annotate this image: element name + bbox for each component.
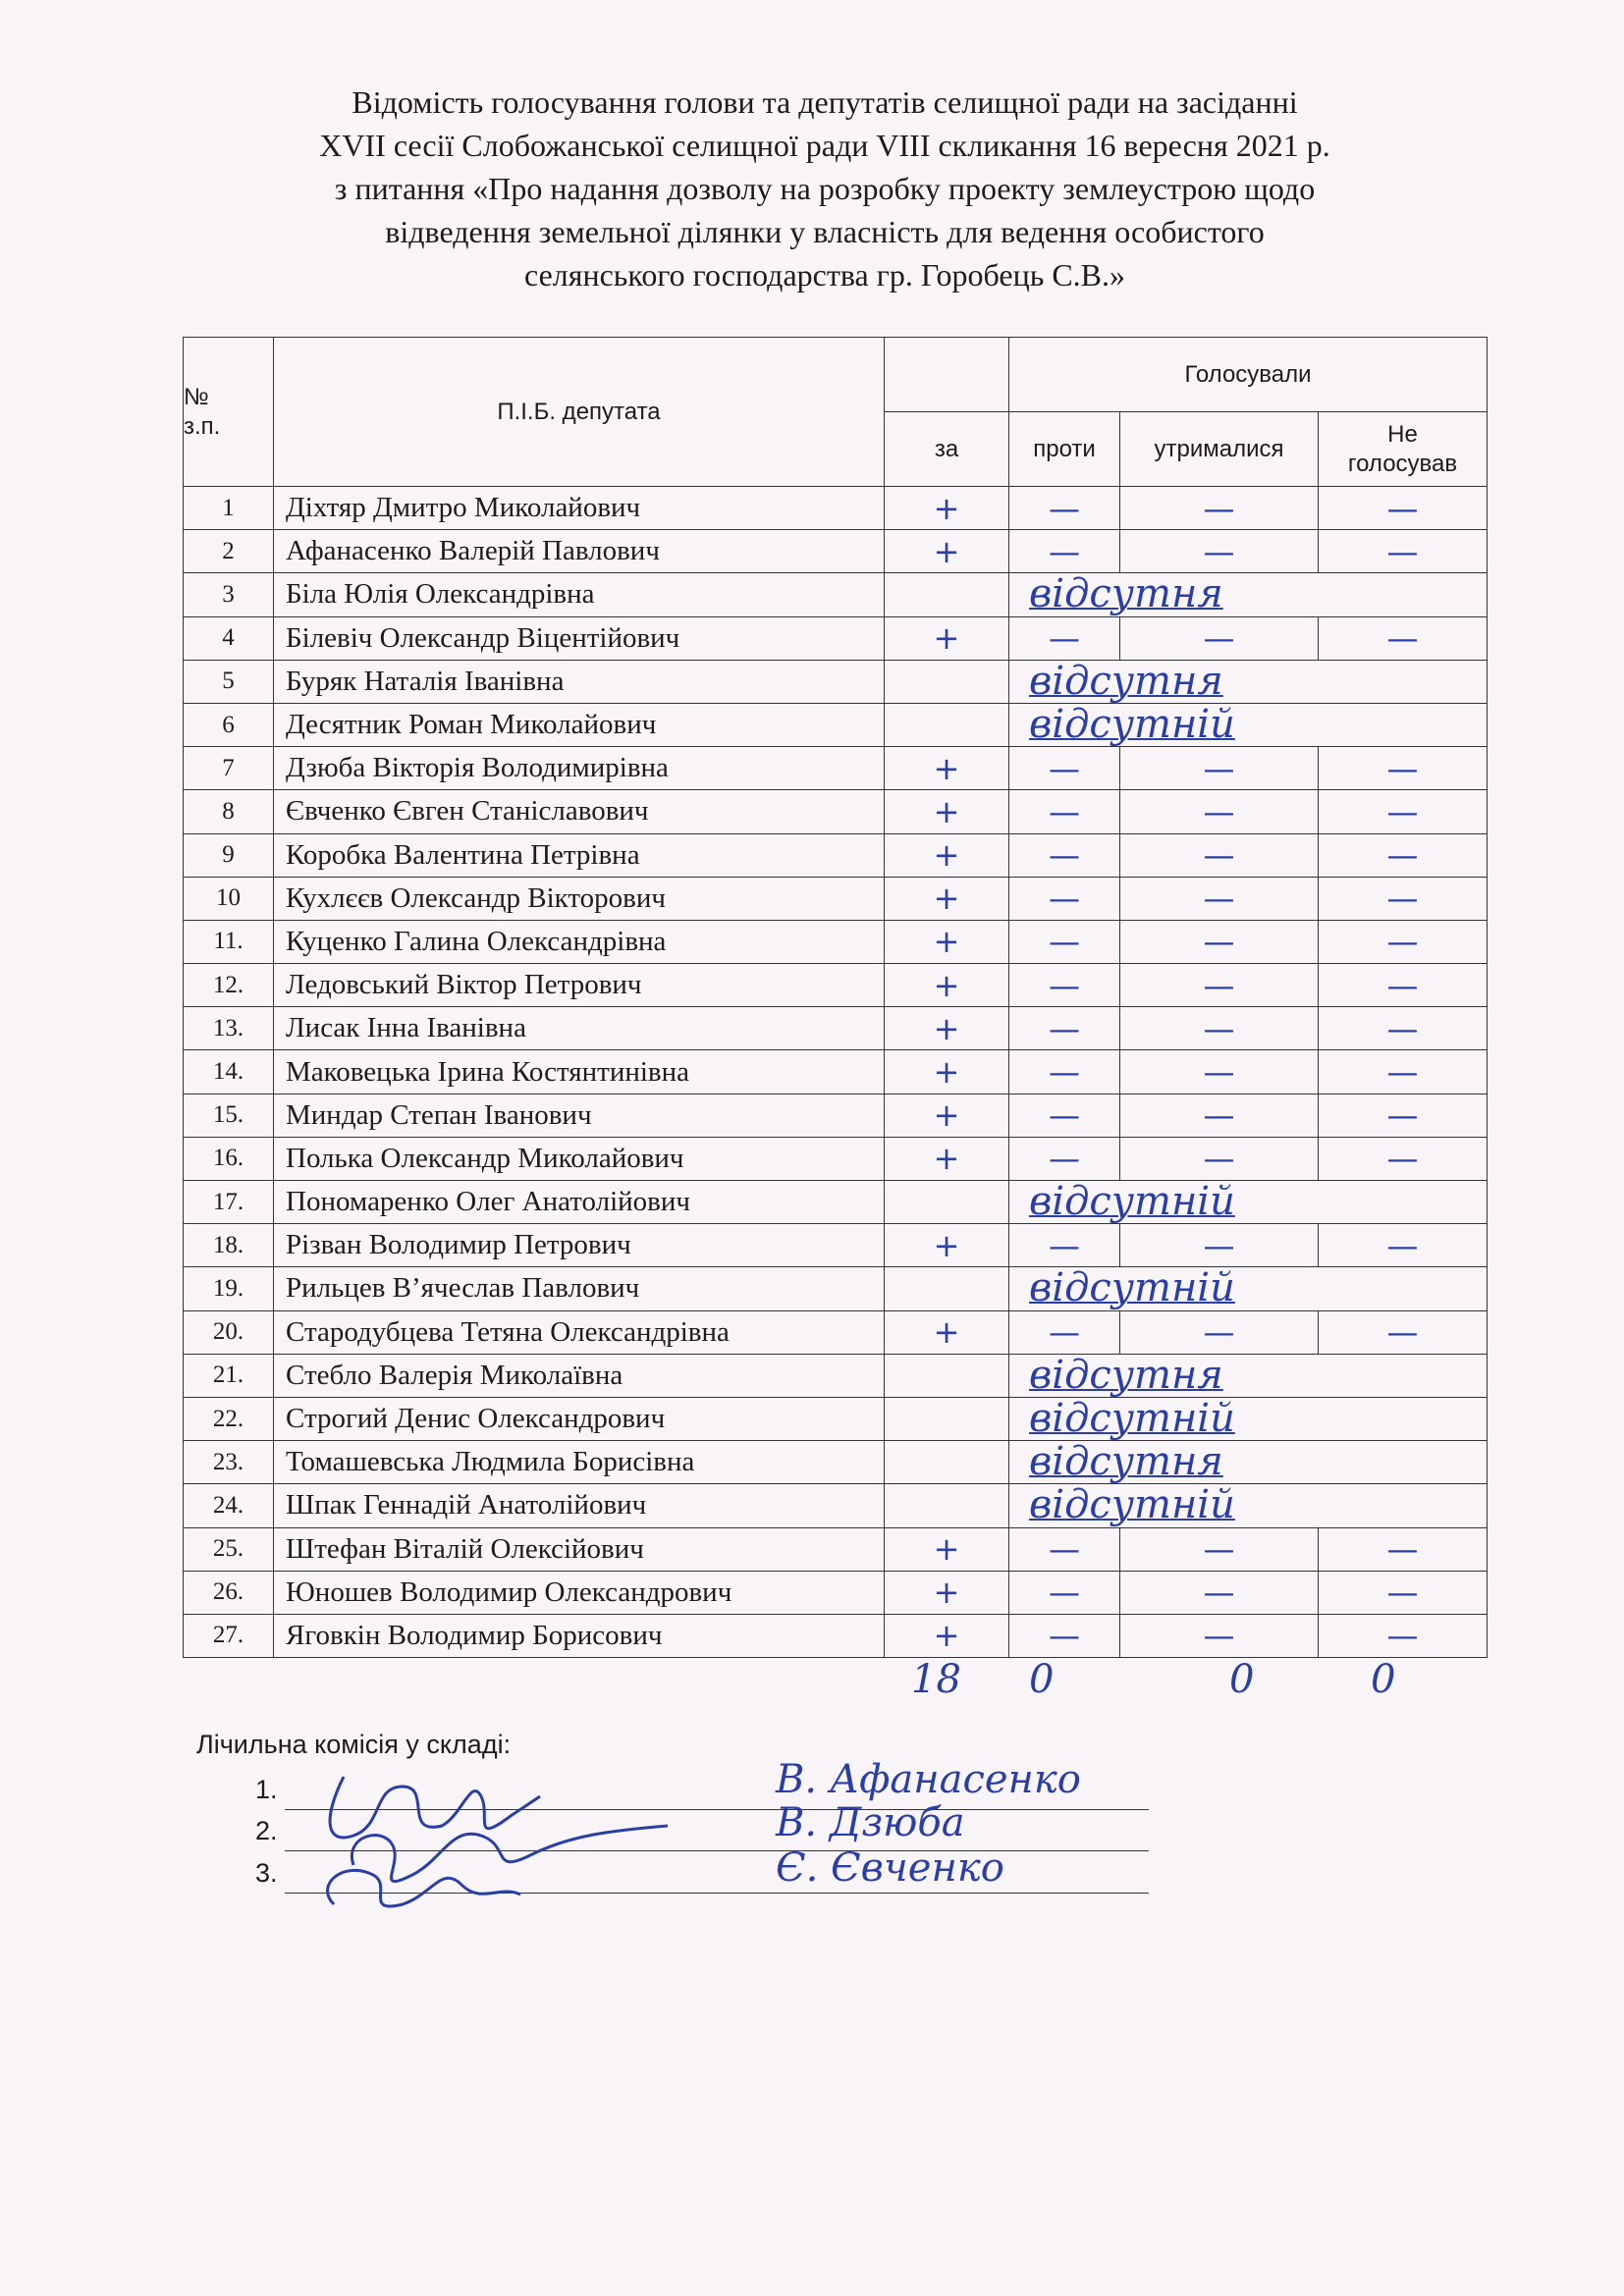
absent-mark: відсутня (1029, 1439, 1223, 1485)
header-name: П.І.Б. депутата (274, 338, 885, 487)
commission-label: Лічильна комісія у складі: (196, 1730, 512, 1759)
vote-abstained-mark: — (1120, 1571, 1319, 1614)
total-against: 0 (1029, 1657, 1055, 1702)
deputy-name: Шпак Геннадій Анатолійович (274, 1484, 885, 1527)
deputy-name: Лисак Інна Іванівна (274, 1007, 885, 1050)
table-row (184, 1137, 1488, 1180)
row-num: 15. (184, 1094, 274, 1137)
vote-not-voted-mark: — (1319, 1614, 1488, 1657)
table-row (184, 1441, 1488, 1484)
vote-for-mark: + (885, 877, 1009, 920)
absent-mark: відсутній (1029, 1179, 1235, 1224)
table-row (184, 573, 1488, 616)
deputy-name: Євченко Євген Станіславович (274, 790, 885, 833)
signature-3-icon (328, 1870, 520, 1906)
vote-for-cell (885, 1267, 1009, 1310)
vote-not-voted-mark: — (1319, 1310, 1488, 1354)
row-num: 18. (184, 1224, 274, 1267)
vote-for-mark: + (885, 1094, 1009, 1137)
row-num: 19. (184, 1267, 274, 1310)
row-num: 3 (184, 573, 274, 616)
vote-against-mark: — (1009, 1310, 1120, 1354)
vote-against-mark: — (1009, 877, 1120, 920)
vote-not-voted-mark: — (1319, 833, 1488, 877)
absent-cell (1009, 1441, 1488, 1484)
absent-mark: відсутня (1029, 1352, 1223, 1398)
row-num: 25. (184, 1527, 274, 1571)
absent-cell (1009, 660, 1488, 703)
absent-cell (1009, 1181, 1488, 1224)
row-num: 10 (184, 877, 274, 920)
vote-for-mark: + (885, 790, 1009, 833)
table-row (184, 487, 1488, 530)
absent-mark: відсутня (1029, 571, 1223, 617)
vote-against-mark: — (1009, 1007, 1120, 1050)
deputy-name: Ледовський Віктор Петрович (274, 964, 885, 1007)
vote-not-voted-mark: — (1319, 920, 1488, 963)
deputy-name: Куценко Галина Олександрівна (274, 920, 885, 963)
signature-scribbles (314, 1757, 727, 1924)
row-num: 12. (184, 964, 274, 1007)
vote-abstained-mark: — (1120, 616, 1319, 660)
vote-not-voted-mark: — (1319, 1527, 1488, 1571)
vote-against-mark: — (1009, 487, 1120, 530)
vote-for-mark: + (885, 1527, 1009, 1571)
deputy-name: Строгий Денис Олександрович (274, 1397, 885, 1440)
table-row (184, 1310, 1488, 1354)
vote-abstained-mark: — (1120, 790, 1319, 833)
vote-against-mark: — (1009, 1050, 1120, 1094)
table-row (184, 1571, 1488, 1614)
vote-against-mark: — (1009, 1571, 1120, 1614)
row-num: 11. (184, 920, 274, 963)
deputy-name: Яговкін Володимир Борисович (274, 1614, 885, 1657)
vote-not-voted-mark: — (1319, 747, 1488, 790)
absent-cell (1009, 1397, 1488, 1440)
deputy-name: Афанасенко Валерій Павлович (274, 530, 885, 573)
vote-not-voted-mark: — (1319, 1224, 1488, 1267)
vote-for-mark: + (885, 1571, 1009, 1614)
commission-member-1: В. Афанасенко (776, 1757, 1081, 1802)
title-line-1: Відомість голосування голови та депутатів селищної ради на засіданні (352, 84, 1298, 120)
row-num: 16. (184, 1137, 274, 1180)
vote-for-mark: + (885, 833, 1009, 877)
deputy-name: Томашевська Людмила Борисівна (274, 1441, 885, 1484)
header-abstained: утрималися (1120, 412, 1319, 487)
vote-for-mark: + (885, 1224, 1009, 1267)
commission-num-2: 2. (255, 1816, 278, 1845)
vote-abstained-mark: — (1120, 487, 1319, 530)
vote-not-voted-mark: — (1319, 1050, 1488, 1094)
vote-for-mark: + (885, 1050, 1009, 1094)
total-abstained: 0 (1229, 1657, 1255, 1702)
vote-abstained-mark: — (1120, 964, 1319, 1007)
signature-1-icon (330, 1777, 540, 1838)
vote-abstained-mark: — (1120, 1137, 1319, 1180)
table-row (184, 1397, 1488, 1440)
vote-for-cell (885, 1181, 1009, 1224)
vote-abstained-mark: — (1120, 1310, 1319, 1354)
deputy-name: Діхтяр Дмитро Миколайович (274, 487, 885, 530)
vote-abstained-mark: — (1120, 1094, 1319, 1137)
vote-not-voted-mark: — (1319, 530, 1488, 573)
table-row (184, 747, 1488, 790)
vote-abstained-mark: — (1120, 1007, 1319, 1050)
row-num: 27. (184, 1614, 274, 1657)
vote-against-mark: — (1009, 790, 1120, 833)
commission-num-3: 3. (255, 1858, 278, 1888)
row-num: 7 (184, 747, 274, 790)
deputy-name: Пономаренко Олег Анатолійович (274, 1181, 885, 1224)
deputy-name: Стебло Валерія Миколаївна (274, 1354, 885, 1397)
table-row (184, 1267, 1488, 1310)
table-row (184, 833, 1488, 877)
commission-member-2: В. Дзюба (776, 1800, 965, 1845)
table-row (184, 790, 1488, 833)
table-row (184, 1007, 1488, 1050)
vote-for-cell (885, 1354, 1009, 1397)
absent-mark: відсутній (1029, 1482, 1235, 1528)
table-row (184, 1527, 1488, 1571)
vote-for-mark: + (885, 1137, 1009, 1180)
row-num: 26. (184, 1571, 274, 1614)
deputy-name: Миндар Степан Іванович (274, 1094, 885, 1137)
vote-abstained-mark: — (1120, 1050, 1319, 1094)
table-row (184, 1181, 1488, 1224)
table-row (184, 964, 1488, 1007)
vote-for-cell (885, 660, 1009, 703)
table-row (184, 1484, 1488, 1527)
header-against: проти (1009, 412, 1120, 487)
deputy-name: Юношев Володимир Олександрович (274, 1571, 885, 1614)
absent-mark: відсутній (1029, 1395, 1235, 1441)
table-row (184, 703, 1488, 746)
row-num: 2 (184, 530, 274, 573)
vote-not-voted-mark: — (1319, 616, 1488, 660)
deputy-name: Стародубцева Тетяна Олександрівна (274, 1310, 885, 1354)
vote-for-mark: + (885, 920, 1009, 963)
vote-against-mark: — (1009, 964, 1120, 1007)
commission-num-1: 1. (255, 1775, 278, 1804)
vote-against-mark: — (1009, 1094, 1120, 1137)
title-line-5: селянського господарства гр. Горобець С.В.» (523, 257, 1126, 293)
row-num: 21. (184, 1354, 274, 1397)
row-num: 23. (184, 1441, 274, 1484)
vote-for-cell (885, 703, 1009, 746)
table-row (184, 1354, 1488, 1397)
header-num (184, 338, 274, 487)
vote-abstained-mark: — (1120, 877, 1319, 920)
header-not-voted (1319, 412, 1488, 487)
row-num: 4 (184, 616, 274, 660)
vote-against-mark: — (1009, 1137, 1120, 1180)
header-num-label: № з.п. (184, 383, 221, 440)
vote-against-mark: — (1009, 1614, 1120, 1657)
deputy-name: Дзюба Вікторія Володимирівна (274, 747, 885, 790)
vote-abstained-mark: — (1120, 1224, 1319, 1267)
vote-for-mark: + (885, 616, 1009, 660)
deputy-name: Різван Володимир Петрович (274, 1224, 885, 1267)
absent-mark: відсутній (1029, 701, 1235, 747)
vote-abstained-mark: — (1120, 1614, 1319, 1657)
row-num: 5 (184, 660, 274, 703)
row-num: 1 (184, 487, 274, 530)
vote-not-voted-mark: — (1319, 877, 1488, 920)
document-title (196, 80, 1453, 296)
deputy-name: Біла Юлія Олександрівна (274, 573, 885, 616)
header-for: за (885, 412, 1009, 487)
absent-cell (1009, 1484, 1488, 1527)
deputy-name: Кухлєєв Олександр Вікторович (274, 877, 885, 920)
vote-for-cell (885, 573, 1009, 616)
vote-abstained-mark: — (1120, 747, 1319, 790)
absent-cell (1009, 573, 1488, 616)
absent-mark: відсутня (1029, 658, 1223, 704)
absent-cell (1009, 1267, 1488, 1310)
header-voted: Голосували (1009, 338, 1488, 412)
vote-against-mark: — (1009, 747, 1120, 790)
deputy-name: Полька Олександр Миколайович (274, 1137, 885, 1180)
vote-for-cell (885, 1484, 1009, 1527)
table-row (184, 1224, 1488, 1267)
vote-abstained-mark: — (1120, 530, 1319, 573)
vote-for-mark: + (885, 1310, 1009, 1354)
vote-against-mark: — (1009, 920, 1120, 963)
total-not-voted: 0 (1371, 1657, 1396, 1702)
vote-not-voted-mark: — (1319, 1571, 1488, 1614)
absent-mark: відсутній (1029, 1265, 1235, 1311)
vote-for-mark: + (885, 530, 1009, 573)
table-row (184, 1050, 1488, 1094)
deputy-name: Коробка Валентина Петрівна (274, 833, 885, 877)
vote-not-voted-mark: — (1319, 1094, 1488, 1137)
row-num: 13. (184, 1007, 274, 1050)
vote-against-mark: — (1009, 1224, 1120, 1267)
vote-not-voted-mark: — (1319, 1137, 1488, 1180)
title-line-4: відведення земельної ділянки у власність для ведення особистого (385, 214, 1265, 249)
commission-member-3: Є. Євченко (776, 1845, 1004, 1891)
absent-cell (1009, 703, 1488, 746)
vote-for-mark: + (885, 487, 1009, 530)
table-row (184, 530, 1488, 573)
row-num: 9 (184, 833, 274, 877)
voting-table (183, 337, 1488, 1658)
table-row (184, 1094, 1488, 1137)
voting-table-body (184, 487, 1488, 1658)
table-row (184, 660, 1488, 703)
vote-not-voted-mark: — (1319, 964, 1488, 1007)
vote-for-mark: + (885, 1614, 1009, 1657)
title-line-2: XVII сесії Слобожанської селищної ради VIII скликання 16 вересня 2021 р. (319, 128, 1330, 163)
signature-2-icon (352, 1826, 668, 1882)
row-num: 20. (184, 1310, 274, 1354)
vote-not-voted-mark: — (1319, 790, 1488, 833)
row-num: 8 (184, 790, 274, 833)
title-line-3: з питання «Про надання дозволу на розробку проекту землеустрою щодо (334, 171, 1316, 206)
row-num: 6 (184, 703, 274, 746)
deputy-name: Штефан Віталій Олексійович (274, 1527, 885, 1571)
vote-not-voted-mark: — (1319, 487, 1488, 530)
vote-against-mark: — (1009, 616, 1120, 660)
table-row (184, 920, 1488, 963)
vote-for-cell (885, 1397, 1009, 1440)
vote-abstained-mark: — (1120, 1527, 1319, 1571)
vote-not-voted-mark: — (1319, 1007, 1488, 1050)
table-row (184, 616, 1488, 660)
row-num: 22. (184, 1397, 274, 1440)
vote-for-mark: + (885, 1007, 1009, 1050)
vote-abstained-mark: — (1120, 833, 1319, 877)
header-not-voted-label: Не голосував (1347, 420, 1458, 477)
deputy-name: Буряк Наталія Іванівна (274, 660, 885, 703)
table-row (184, 877, 1488, 920)
deputy-name: Маковецька Ірина Костянтинівна (274, 1050, 885, 1094)
header-row-1 (184, 338, 1488, 412)
vote-for-mark: + (885, 747, 1009, 790)
row-num: 14. (184, 1050, 274, 1094)
deputy-name: Білевіч Олександр Віцентійович (274, 616, 885, 660)
vote-against-mark: — (1009, 1527, 1120, 1571)
deputy-name: Рильцев В’ячеслав Павлович (274, 1267, 885, 1310)
absent-cell (1009, 1354, 1488, 1397)
deputy-name: Десятник Роман Миколайович (274, 703, 885, 746)
vote-against-mark: — (1009, 530, 1120, 573)
row-num: 17. (184, 1181, 274, 1224)
header-empty (885, 338, 1009, 412)
row-num: 24. (184, 1484, 274, 1527)
vote-for-mark: + (885, 964, 1009, 1007)
total-for: 18 (911, 1657, 961, 1702)
vote-abstained-mark: — (1120, 920, 1319, 963)
vote-against-mark: — (1009, 833, 1120, 877)
vote-for-cell (885, 1441, 1009, 1484)
table-row (184, 1614, 1488, 1657)
